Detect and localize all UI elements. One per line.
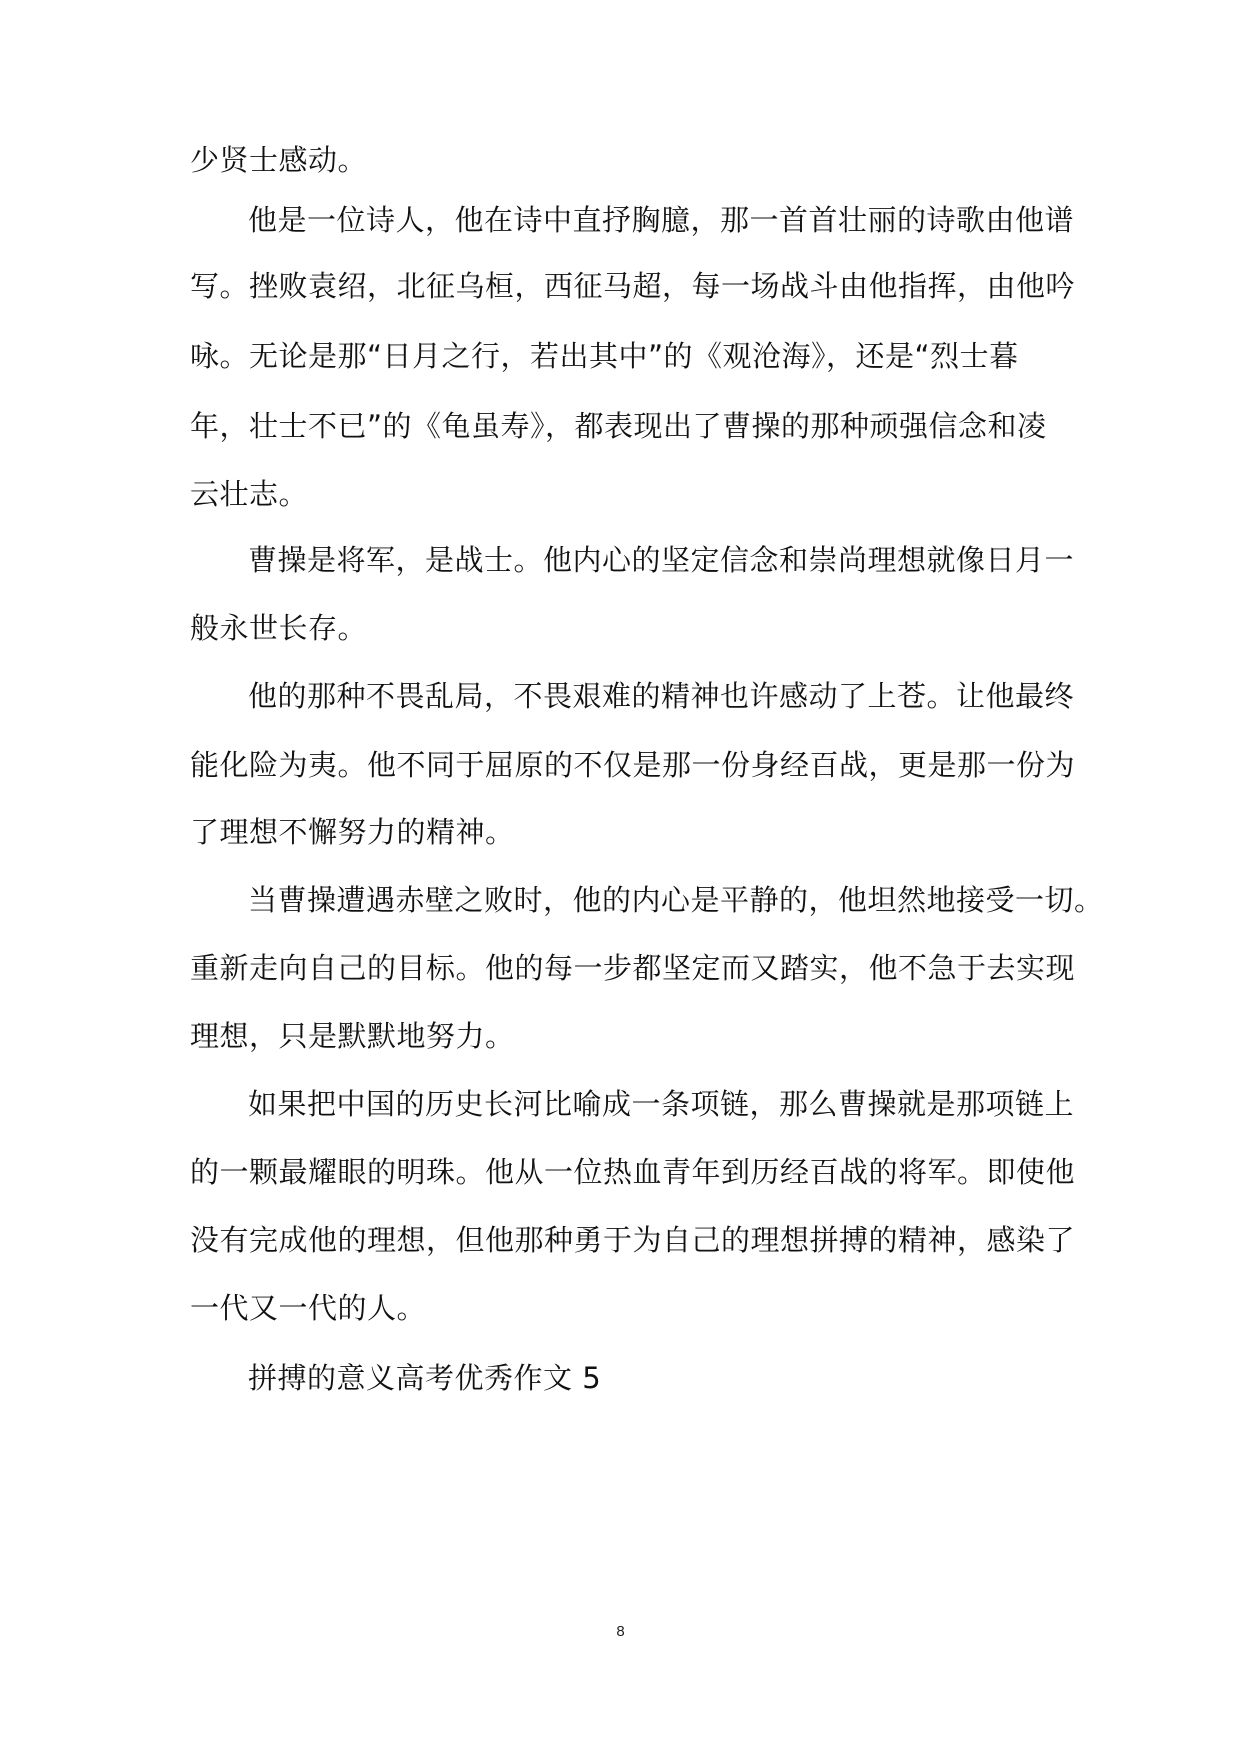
section-heading: 拼搏的意义高考优秀作文 5 — [248, 1361, 602, 1395]
page-number: 8 — [616, 1623, 625, 1640]
text-line: 理想，只是默默地努力。 — [190, 1019, 515, 1053]
text-line: 当曹操遭遇赤壁之败时，他的内心是平静的，他坦然地接受一切。 — [248, 883, 1104, 917]
text-line: 重新走向自己的目标。他的每一步都坚定而又踏实，他不急于去实现 — [190, 951, 1076, 985]
text-line: 年，壮士不已”的《龟虽寿》，都表现出了曹操的那种顽强信念和凌 — [190, 409, 1047, 443]
text-line: 他的那种不畏乱局，不畏艰难的精神也许感动了上苍。让他最终 — [248, 679, 1075, 713]
text-line: 咏。无论是那“日月之行，若出其中”的《观沧海》，还是“烈士暮 — [190, 339, 1019, 373]
text-line: 的一颗最耀眼的明珠。他从一位热血青年到历经百战的将军。即使他 — [190, 1155, 1076, 1189]
text-line: 如果把中国的历史长河比喻成一条项链，那么曹操就是那项链上 — [248, 1087, 1075, 1121]
text-line: 没有完成他的理想，但他那种勇于为自己的理想拼搏的精神，感染了 — [190, 1223, 1076, 1257]
text-line: 写。挫败袁绍，北征乌桓，西征马超，每一场战斗由他指挥，由他吟 — [190, 269, 1076, 303]
text-line: 云壮志。 — [190, 477, 309, 511]
text-line: 他是一位诗人，他在诗中直抒胸臆，那一首首壮丽的诗歌由他谱 — [248, 203, 1075, 237]
text-line: 一代又一代的人。 — [190, 1291, 427, 1325]
text-line: 少贤士感动。 — [190, 143, 368, 177]
text-line: 了理想不懈努力的精神。 — [190, 815, 515, 849]
text-line: 般永世长存。 — [190, 611, 368, 645]
text-line: 能化险为夷。他不同于屈原的不仅是那一份身经百战，更是那一份为 — [190, 748, 1076, 782]
text-line: 曹操是将军，是战士。他内心的坚定信念和崇尚理想就像日月一 — [248, 543, 1075, 577]
